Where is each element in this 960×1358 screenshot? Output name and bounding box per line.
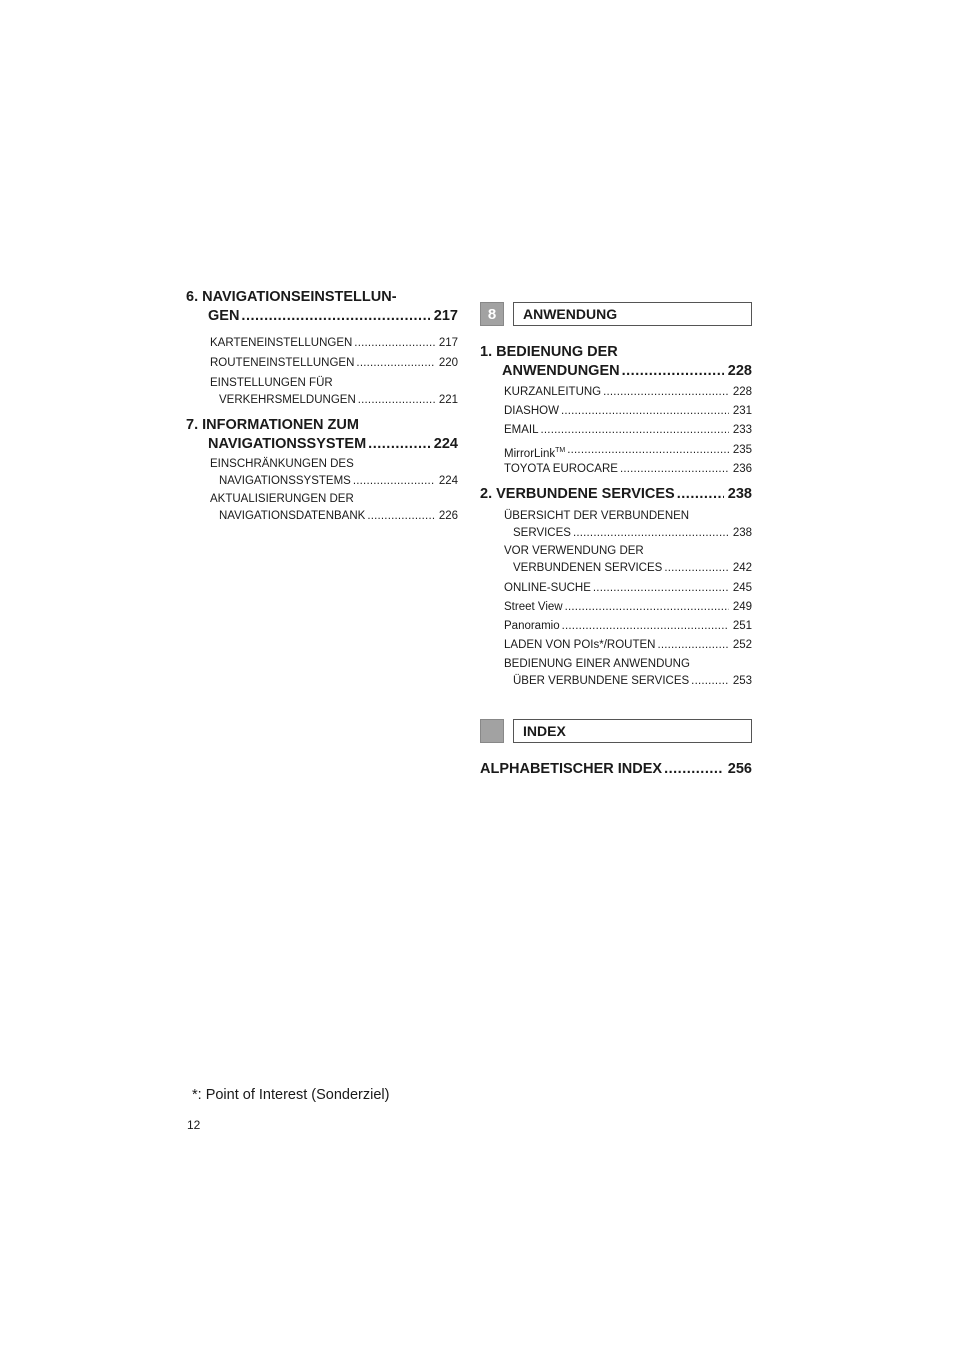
section-page: 217 bbox=[433, 308, 458, 324]
chapter-number: 8 bbox=[480, 302, 504, 326]
entry-text: Panoramio bbox=[504, 620, 560, 632]
toc-entry[interactable] bbox=[210, 456, 458, 490]
trademark-sup: TM bbox=[555, 447, 566, 454]
toc-entry[interactable] bbox=[504, 508, 752, 542]
toc-entry[interactable] bbox=[504, 422, 752, 439]
toc-section-title[interactable] bbox=[186, 288, 458, 326]
entry-page: 253 bbox=[732, 675, 752, 687]
section-title-line1: 6. NAVIGATIONSEINSTELLUN- bbox=[186, 289, 397, 305]
entry-text-line2: VERKEHRSMELDUNGEN bbox=[219, 394, 356, 406]
section-page: 256 bbox=[727, 761, 752, 777]
section-page: 238 bbox=[727, 486, 752, 502]
toc-section-title[interactable] bbox=[480, 343, 752, 381]
toc-entry[interactable] bbox=[504, 384, 752, 401]
entry-text: TOYOTA EUROCARE bbox=[504, 463, 618, 475]
entry-page: 235 bbox=[732, 444, 752, 456]
entry-page: 228 bbox=[732, 386, 752, 398]
entry-page: 231 bbox=[732, 405, 752, 417]
section-title-line2: GEN bbox=[208, 308, 240, 324]
toc-entry[interactable] bbox=[504, 618, 752, 635]
toc-entry[interactable] bbox=[504, 403, 752, 420]
chapter-header[interactable] bbox=[480, 302, 752, 326]
entry-text-line2: ÜBER VERBUNDENE SERVICES bbox=[513, 675, 690, 687]
entry-text-line2: NAVIGATIONSSYSTEMS bbox=[219, 475, 351, 487]
toc-section-title[interactable] bbox=[186, 416, 458, 454]
entry-page: 217 bbox=[438, 337, 458, 349]
entry-page: 220 bbox=[438, 357, 458, 369]
section-page: 228 bbox=[727, 363, 752, 379]
section-title-line2: NAVIGATIONSSYSTEM bbox=[208, 436, 367, 452]
entry-page: 224 bbox=[438, 475, 458, 487]
entry-page: 251 bbox=[732, 620, 752, 632]
entry-text: ÜBERSICHT DER VERBUNDENEN bbox=[504, 510, 690, 522]
entry-text: EINSCHRÄNKUNGEN DES bbox=[210, 458, 354, 470]
toc-entry[interactable] bbox=[210, 355, 458, 372]
section-title-line1: 7. INFORMATIONEN ZUM bbox=[186, 417, 359, 433]
entry-page: 245 bbox=[732, 582, 752, 594]
entry-page: 221 bbox=[438, 394, 458, 406]
toc-entry[interactable] bbox=[504, 599, 752, 616]
entry-text-line2: VERBUNDENEN SERVICES bbox=[513, 562, 663, 574]
entry-text: KURZANLEITUNG bbox=[504, 386, 602, 398]
entry-text: EINSTELLUNGEN FÜR bbox=[210, 377, 333, 389]
section-title-line1: ALPHABETISCHER INDEX bbox=[480, 761, 663, 777]
entry-text: KARTENEINSTELLUNGEN bbox=[210, 337, 353, 349]
entry-text: AKTUALISIERUNGEN DER bbox=[210, 493, 354, 505]
toc-entry[interactable] bbox=[504, 580, 752, 597]
entry-page: 236 bbox=[732, 463, 752, 475]
toc-entry[interactable] bbox=[504, 656, 752, 690]
index-title: INDEX bbox=[513, 719, 752, 743]
entry-text-line2: SERVICES bbox=[513, 527, 571, 539]
entry-page: 249 bbox=[732, 601, 752, 613]
entry-page: 242 bbox=[732, 562, 752, 574]
entry-text: MirrorLink bbox=[504, 447, 556, 460]
entry-page: 238 bbox=[732, 527, 752, 539]
section-title-line1: 1. BEDIENUNG DER bbox=[480, 344, 618, 360]
footnote: *: Point of Interest (Sonderziel) bbox=[192, 1087, 390, 1103]
toc-entry[interactable] bbox=[504, 543, 752, 577]
entry-text-line2: NAVIGATIONSDATENBANK bbox=[219, 510, 366, 522]
entry-page: 252 bbox=[732, 639, 752, 651]
toc-entry[interactable] bbox=[210, 491, 458, 525]
toc-section-title[interactable] bbox=[480, 760, 752, 779]
entry-text: VOR VERWENDUNG DER bbox=[504, 545, 644, 557]
section-title-line2: ANWENDUNGEN bbox=[502, 363, 620, 379]
toc-entry[interactable] bbox=[210, 375, 458, 409]
toc-section-title[interactable] bbox=[480, 485, 752, 504]
page-number: 12 bbox=[187, 1118, 201, 1132]
entry-text: BEDIENUNG EINER ANWENDUNG bbox=[504, 658, 690, 670]
toc-entry[interactable] bbox=[504, 442, 752, 463]
section-page: 224 bbox=[433, 436, 458, 452]
index-header[interactable] bbox=[480, 719, 752, 743]
toc-entry[interactable] bbox=[504, 637, 752, 654]
section-title-line1: 2. VERBUNDENE SERVICES bbox=[480, 486, 675, 502]
entry-text: Street View bbox=[504, 601, 563, 613]
entry-page: 233 bbox=[732, 424, 752, 436]
entry-page: 226 bbox=[438, 510, 458, 522]
entry-text: EMAIL bbox=[504, 424, 539, 436]
toc-entry[interactable] bbox=[504, 461, 752, 478]
chapter-title: ANWENDUNG bbox=[513, 302, 752, 326]
index-marker bbox=[480, 719, 504, 743]
entry-text: DIASHOW bbox=[504, 405, 559, 417]
entry-text: ONLINE-SUCHE bbox=[504, 582, 591, 594]
entry-text: ROUTENEINSTELLUNGEN bbox=[210, 357, 355, 369]
toc-entry[interactable] bbox=[210, 335, 458, 352]
entry-text: LADEN VON POIs*/ROUTEN bbox=[504, 639, 656, 651]
